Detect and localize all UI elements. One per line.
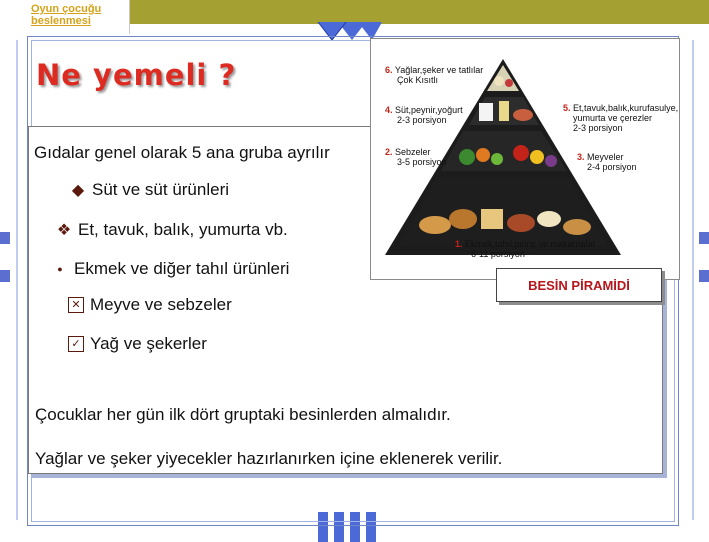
pyramid-level-5: 5. Et,tavuk,balık,kurufasulye, yumurta ve çerezler 2-3 porsiyon <box>563 103 679 133</box>
pyramid-caption: BESİN PİRAMİDİ <box>496 268 662 302</box>
checkbox-x-bullet-icon: ✕ <box>68 297 84 313</box>
pyramid-level-3: 3. Meyveler 2-4 porsiyon <box>577 152 637 172</box>
pyramid-level-6: 6. Yağlar,şeker ve tatlılar Çok Kısıtlı <box>385 65 484 85</box>
right-frame-rule <box>692 40 694 520</box>
food-group-item <box>70 180 229 200</box>
left-tab-marker <box>0 270 10 282</box>
food-group-label: Et, tavuk, balık, yumurta vb. <box>78 220 288 239</box>
food-group-label: Yağ ve şekerler <box>90 334 207 353</box>
right-tab-marker <box>699 232 709 244</box>
slide-title: Ne yemeli ? <box>36 58 237 92</box>
pyramid-level-4: 4. Süt,peynir,yoğurt 2-3 porsiyon <box>385 105 463 125</box>
food-group-item <box>52 259 289 279</box>
right-tab-marker <box>699 270 709 282</box>
food-group-item <box>56 220 288 240</box>
checkbox-check-bullet-icon: ✓ <box>68 336 84 352</box>
food-group-label: Meyve ve sebzeler <box>90 295 232 314</box>
dot-bullet-icon: ● <box>57 264 63 274</box>
ornament-bullet-icon: ❖ <box>56 222 72 239</box>
note-text: Çocuklar her gün ilk dört gruptaki besinlerden almalıdır. <box>35 405 451 424</box>
food-group-item <box>68 295 232 315</box>
note-text: Yağlar ve şeker yiyecekler hazırlanırken içine eklenerek verilir. <box>35 449 503 468</box>
brand-title: Oyun çocuğu beslenmesi <box>0 0 130 34</box>
pyramid-level-2: 2. Sebzeler 3-5 porsiyon <box>385 147 447 167</box>
left-frame-rule <box>16 40 18 520</box>
food-group-item <box>68 334 207 354</box>
intro-text: Gıdalar genel olarak 5 ana gruba ayrılır <box>34 143 330 162</box>
food-group-label: Süt ve süt ürünleri <box>92 180 230 199</box>
food-group-label: Ekmek ve diğer tahıl ürünleri <box>74 259 290 278</box>
diamond-bullet-icon: ◆ <box>71 182 85 199</box>
left-tab-marker <box>0 232 10 244</box>
food-pyramid-figure <box>370 38 680 280</box>
pyramid-level-1: 1. Ekmek,tahıl,pirinç ve makarnalar 6-11 porsiyon <box>455 239 596 259</box>
